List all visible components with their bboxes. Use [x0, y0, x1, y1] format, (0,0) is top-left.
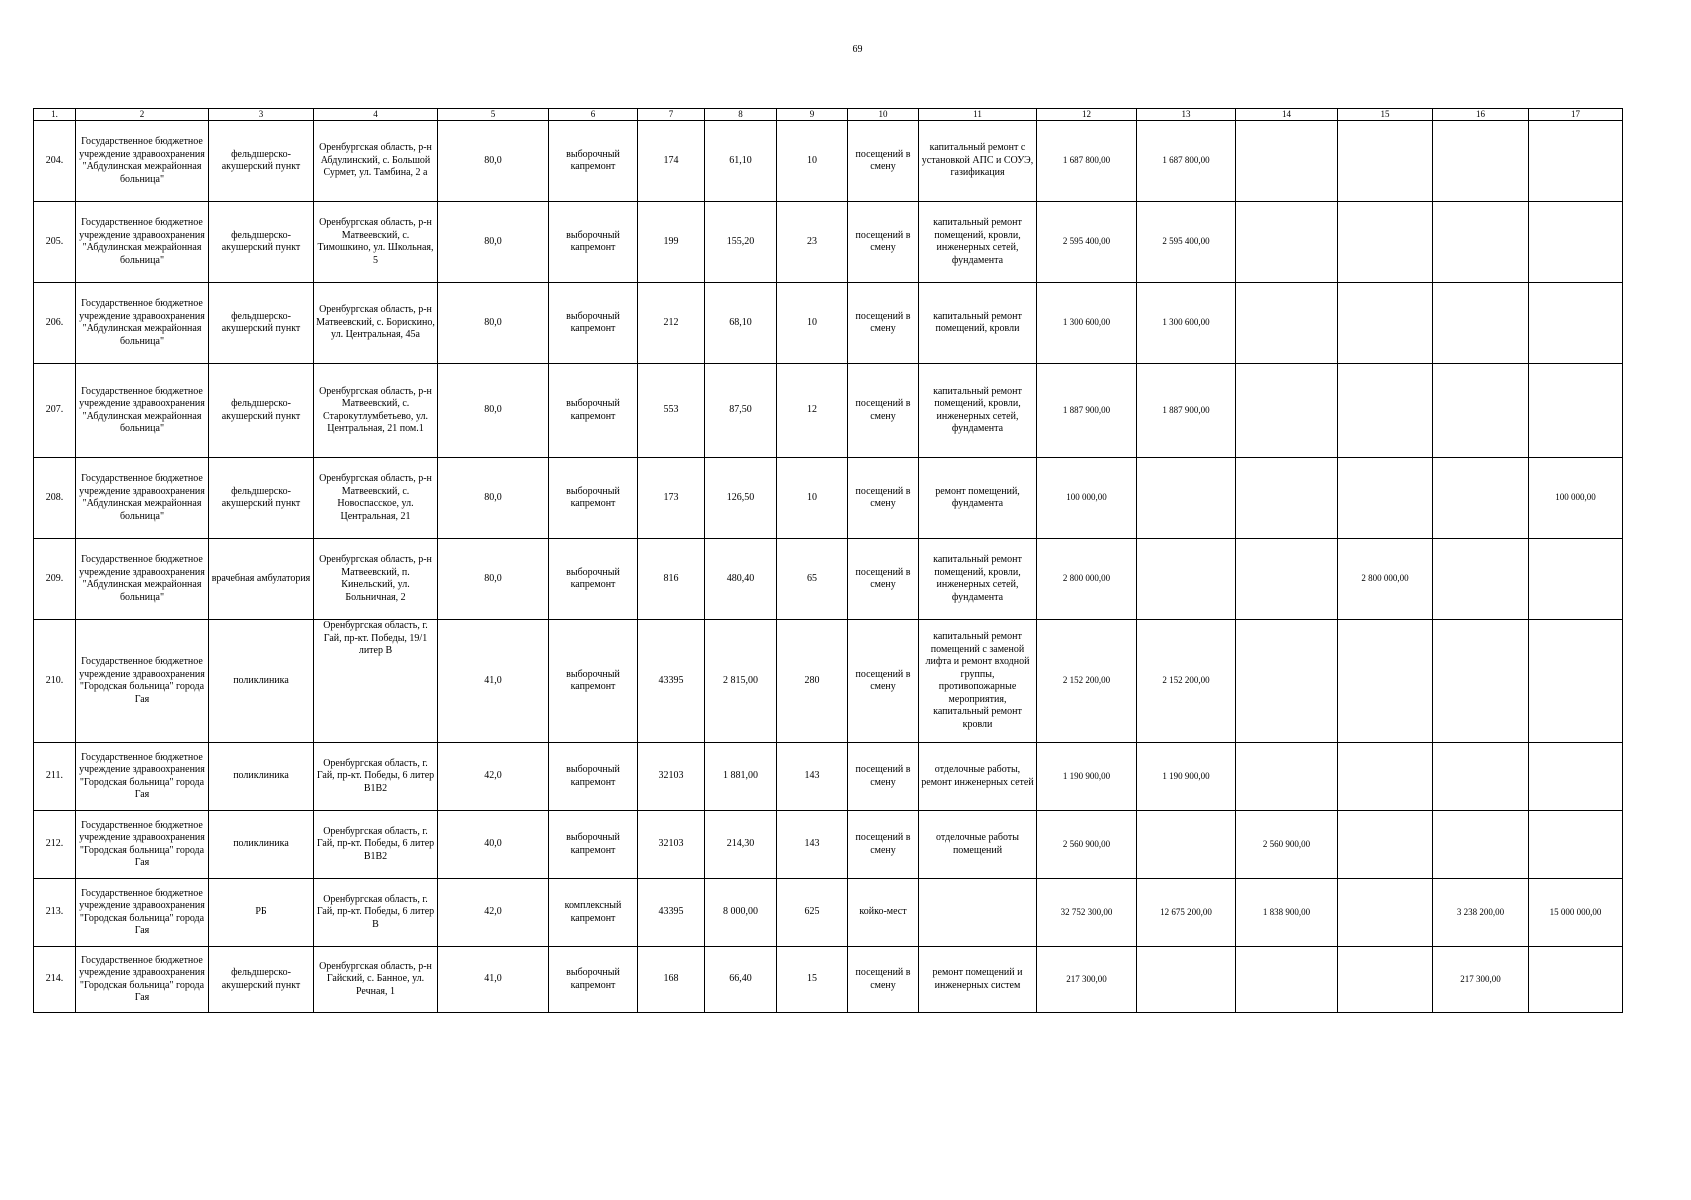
column-number-1: 1. [34, 109, 76, 121]
institution-name-cell: Государственное бюджетное учреждение здравоохранения "Городская больница" города Гая [76, 947, 209, 1013]
total-cost-cell: 1 687 800,00 [1037, 121, 1137, 202]
cost-col-13-cell [1137, 458, 1236, 539]
facility-type-cell: врачебная амбулатория [209, 539, 314, 620]
address-cell: Оренбургская область, р-н Матвеевский, с. Борискино, ул. Центральная, 45а [314, 283, 438, 364]
cost-col-13-cell: 1 300 600,00 [1137, 283, 1236, 364]
capacity-unit-cell: посещений в смену [848, 743, 919, 811]
area-repair-cell: 1 881,00 [705, 743, 777, 811]
cost-col-13-cell [1137, 539, 1236, 620]
area-repair-cell: 2 815,00 [705, 620, 777, 743]
capacity-cell: 10 [777, 121, 848, 202]
cost-col-16-cell [1433, 743, 1529, 811]
column-number-6: 6 [549, 109, 638, 121]
cost-col-13-cell: 2 595 400,00 [1137, 202, 1236, 283]
address-cell: Оренбургская область, г. Гай, пр-кт. Победы, 6 литер В1В2 [314, 811, 438, 879]
cost-col-15-cell [1338, 620, 1433, 743]
cost-col-13-cell: 12 675 200,00 [1137, 879, 1236, 947]
institution-name-cell: Государственное бюджетное учреждение здравоохранения "Абдулинская межрайонная больница" [76, 283, 209, 364]
table-row [34, 202, 1623, 283]
area-total-cell: 173 [638, 458, 705, 539]
area-repair-cell: 66,40 [705, 947, 777, 1013]
cost-col-14-cell [1236, 202, 1338, 283]
work-description-cell: капитальный ремонт с установкой АПС и СОУЭ, газификация [919, 121, 1037, 202]
cost-col-16-cell [1433, 121, 1529, 202]
cost-col-14-cell [1236, 364, 1338, 458]
area-total-cell: 553 [638, 364, 705, 458]
cost-col-16-cell [1433, 811, 1529, 879]
address-cell: Оренбургская область, р-н Абдулинский, с. Большой Сурмет, ул. Тамбина, 2 а [314, 121, 438, 202]
work-description-cell: капитальный ремонт помещений, кровли, инженерных сетей, фундамента [919, 539, 1037, 620]
capacity-cell: 12 [777, 364, 848, 458]
capacity-unit-cell: посещений в смену [848, 947, 919, 1013]
capacity-cell: 10 [777, 283, 848, 364]
area-total-cell: 43395 [638, 620, 705, 743]
capacity-cell: 143 [777, 811, 848, 879]
cost-col-17-cell [1529, 947, 1623, 1013]
work-description-cell: капитальный ремонт помещений, кровли, инженерных сетей, фундамента [919, 364, 1037, 458]
cost-col-17-cell [1529, 364, 1623, 458]
capacity-unit-cell: посещений в смену [848, 364, 919, 458]
cost-col-15-cell [1338, 811, 1433, 879]
cost-col-17-cell [1529, 620, 1623, 743]
facility-type-cell: поликлиника [209, 743, 314, 811]
area-total-cell: 816 [638, 539, 705, 620]
cost-col-15-cell [1338, 121, 1433, 202]
repair-type-cell: комплексный капремонт [549, 879, 638, 947]
cost-col-15-cell [1338, 364, 1433, 458]
address-cell: Оренбургская область, г. Гай, пр-кт. Победы, 6 литер В1В2 [314, 743, 438, 811]
cost-col-15-cell: 2 800 000,00 [1338, 539, 1433, 620]
work-description-cell [919, 879, 1037, 947]
cost-col-15-cell [1338, 743, 1433, 811]
row-number-cell: 211. [34, 743, 76, 811]
area-total-cell: 199 [638, 202, 705, 283]
capacity-unit-cell: посещений в смену [848, 283, 919, 364]
institution-name-cell: Государственное бюджетное учреждение здравоохранения "Абдулинская межрайонная больница" [76, 458, 209, 539]
wear-percent-cell: 42,0 [438, 743, 549, 811]
column-number-11: 11 [919, 109, 1037, 121]
cost-col-14-cell [1236, 743, 1338, 811]
column-number-10: 10 [848, 109, 919, 121]
cost-col-15-cell [1338, 458, 1433, 539]
cost-col-14-cell [1236, 620, 1338, 743]
address-cell: Оренбургская область, р-н Матвеевский, с. Старокутлумбетьево, ул. Центральная, 21 пом.1 [314, 364, 438, 458]
capacity-cell: 65 [777, 539, 848, 620]
area-total-cell: 174 [638, 121, 705, 202]
table-row [34, 811, 1623, 879]
page-number: 69 [852, 44, 863, 55]
capacity-unit-cell: посещений в смену [848, 202, 919, 283]
repair-type-cell: выборочный капремонт [549, 121, 638, 202]
wear-percent-cell: 80,0 [438, 458, 549, 539]
cost-col-17-cell: 15 000 000,00 [1529, 879, 1623, 947]
cost-col-15-cell [1338, 947, 1433, 1013]
column-number-4: 4 [314, 109, 438, 121]
address-cell: Оренбургская область, р-н Матвеевский, п. Кинельский, ул. Больничная, 2 [314, 539, 438, 620]
facility-type-cell: фельдшерско-акушерский пункт [209, 364, 314, 458]
work-description-cell: отделочные работы, ремонт инженерных сетей [919, 743, 1037, 811]
repair-type-cell: выборочный капремонт [549, 620, 638, 743]
cost-col-16-cell [1433, 283, 1529, 364]
area-total-cell: 32103 [638, 811, 705, 879]
capacity-unit-cell: посещений в смену [848, 539, 919, 620]
cost-col-16-cell [1433, 620, 1529, 743]
capacity-cell: 625 [777, 879, 848, 947]
column-number-15: 15 [1338, 109, 1433, 121]
total-cost-cell: 2 152 200,00 [1037, 620, 1137, 743]
column-number-9: 9 [777, 109, 848, 121]
area-repair-cell: 126,50 [705, 458, 777, 539]
institution-name-cell: Государственное бюджетное учреждение здравоохранения "Абдулинская межрайонная больница" [76, 364, 209, 458]
total-cost-cell: 2 595 400,00 [1037, 202, 1137, 283]
capacity-cell: 23 [777, 202, 848, 283]
cost-col-14-cell [1236, 458, 1338, 539]
work-description-cell: капитальный ремонт помещений, кровли, инженерных сетей, фундамента [919, 202, 1037, 283]
row-number-cell: 212. [34, 811, 76, 879]
repair-type-cell: выборочный капремонт [549, 283, 638, 364]
capacity-unit-cell: посещений в смену [848, 811, 919, 879]
row-number-cell: 208. [34, 458, 76, 539]
capacity-unit-cell: посещений в смену [848, 458, 919, 539]
area-repair-cell: 214,30 [705, 811, 777, 879]
capacity-unit-cell: посещений в смену [848, 620, 919, 743]
cost-col-17-cell [1529, 121, 1623, 202]
table-row [34, 620, 1623, 743]
capacity-cell: 10 [777, 458, 848, 539]
repair-type-cell: выборочный капремонт [549, 811, 638, 879]
work-description-cell: капитальный ремонт помещений, кровли [919, 283, 1037, 364]
cost-col-14-cell: 2 560 900,00 [1236, 811, 1338, 879]
total-cost-cell: 1 887 900,00 [1037, 364, 1137, 458]
work-description-cell: отделочные работы помещений [919, 811, 1037, 879]
total-cost-cell: 2 800 000,00 [1037, 539, 1137, 620]
row-number-cell: 210. [34, 620, 76, 743]
cost-col-14-cell [1236, 947, 1338, 1013]
cost-col-13-cell: 1 887 900,00 [1137, 364, 1236, 458]
total-cost-cell: 1 300 600,00 [1037, 283, 1137, 364]
wear-percent-cell: 41,0 [438, 947, 549, 1013]
row-number-cell: 213. [34, 879, 76, 947]
cost-col-14-cell [1236, 539, 1338, 620]
facility-type-cell: фельдшерско-акушерский пункт [209, 283, 314, 364]
table-row [34, 121, 1623, 202]
cost-col-17-cell [1529, 539, 1623, 620]
area-total-cell: 43395 [638, 879, 705, 947]
total-cost-cell: 2 560 900,00 [1037, 811, 1137, 879]
wear-percent-cell: 80,0 [438, 202, 549, 283]
column-number-16: 16 [1433, 109, 1529, 121]
address-cell: Оренбургская область, г. Гай, пр-кт. Победы, 19/1 литер В [314, 620, 438, 743]
cost-col-17-cell [1529, 283, 1623, 364]
cost-col-17-cell [1529, 202, 1623, 283]
cost-col-16-cell: 3 238 200,00 [1433, 879, 1529, 947]
cost-col-17-cell [1529, 811, 1623, 879]
table-row [34, 539, 1623, 620]
facility-type-cell: фельдшерско-акушерский пункт [209, 947, 314, 1013]
cost-col-16-cell: 217 300,00 [1433, 947, 1529, 1013]
cost-col-16-cell [1433, 202, 1529, 283]
cost-col-15-cell [1338, 202, 1433, 283]
facility-type-cell: РБ [209, 879, 314, 947]
column-number-13: 13 [1137, 109, 1236, 121]
area-repair-cell: 155,20 [705, 202, 777, 283]
area-repair-cell: 68,10 [705, 283, 777, 364]
table-row [34, 364, 1623, 458]
cost-col-14-cell [1236, 283, 1338, 364]
row-number-cell: 206. [34, 283, 76, 364]
cost-col-16-cell [1433, 364, 1529, 458]
work-description-cell: капитальный ремонт помещений с заменой лифта и ремонт входной группы, противопожарные мероприятия, капитальный ремонт кровли [919, 620, 1037, 743]
facility-type-cell: поликлиника [209, 620, 314, 743]
row-number-cell: 209. [34, 539, 76, 620]
capacity-unit-cell: посещений в смену [848, 121, 919, 202]
wear-percent-cell: 42,0 [438, 879, 549, 947]
total-cost-cell: 32 752 300,00 [1037, 879, 1137, 947]
wear-percent-cell: 80,0 [438, 539, 549, 620]
institution-name-cell: Государственное бюджетное учреждение здравоохранения "Абдулинская межрайонная больница" [76, 121, 209, 202]
table-row [34, 743, 1623, 811]
facility-type-cell: фельдшерско-акушерский пункт [209, 458, 314, 539]
table-body [34, 121, 1623, 1013]
cost-col-15-cell [1338, 283, 1433, 364]
table-row [34, 283, 1623, 364]
work-description-cell: ремонт помещений, фундамента [919, 458, 1037, 539]
institution-name-cell: Государственное бюджетное учреждение здравоохранения "Городская больница" города Гая [76, 811, 209, 879]
column-number-3: 3 [209, 109, 314, 121]
row-number-cell: 214. [34, 947, 76, 1013]
capacity-unit-cell: койко-мест [848, 879, 919, 947]
repair-type-cell: выборочный капремонт [549, 458, 638, 539]
repair-type-cell: выборочный капремонт [549, 947, 638, 1013]
work-description-cell: ремонт помещений и инженерных систем [919, 947, 1037, 1013]
address-cell: Оренбургская область, р-н Гайский, с. Банное, ул. Речная, 1 [314, 947, 438, 1013]
repair-type-cell: выборочный капремонт [549, 364, 638, 458]
repair-type-cell: выборочный капремонт [549, 539, 638, 620]
facility-type-cell: фельдшерско-акушерский пункт [209, 202, 314, 283]
address-cell: Оренбургская область, р-н Матвеевский, с. Новоспасское, ул. Центральная, 21 [314, 458, 438, 539]
column-number-12: 12 [1037, 109, 1137, 121]
area-total-cell: 212 [638, 283, 705, 364]
repair-type-cell: выборочный капремонт [549, 743, 638, 811]
row-number-cell: 207. [34, 364, 76, 458]
cost-col-13-cell [1137, 811, 1236, 879]
area-repair-cell: 61,10 [705, 121, 777, 202]
column-number-8: 8 [705, 109, 777, 121]
table-row [34, 879, 1623, 947]
capacity-cell: 143 [777, 743, 848, 811]
facility-type-cell: поликлиника [209, 811, 314, 879]
cost-col-15-cell [1338, 879, 1433, 947]
institution-name-cell: Государственное бюджетное учреждение здравоохранения "Городская больница" города Гая [76, 743, 209, 811]
repair-type-cell: выборочный капремонт [549, 202, 638, 283]
area-repair-cell: 8 000,00 [705, 879, 777, 947]
column-number-14: 14 [1236, 109, 1338, 121]
wear-percent-cell: 80,0 [438, 283, 549, 364]
cost-col-17-cell [1529, 743, 1623, 811]
column-number-17: 17 [1529, 109, 1623, 121]
total-cost-cell: 100 000,00 [1037, 458, 1137, 539]
area-repair-cell: 480,40 [705, 539, 777, 620]
cost-col-13-cell [1137, 947, 1236, 1013]
area-total-cell: 32103 [638, 743, 705, 811]
cost-col-13-cell: 1 687 800,00 [1137, 121, 1236, 202]
capacity-cell: 280 [777, 620, 848, 743]
wear-percent-cell: 80,0 [438, 121, 549, 202]
cost-col-13-cell: 1 190 900,00 [1137, 743, 1236, 811]
cost-col-16-cell [1433, 539, 1529, 620]
area-repair-cell: 87,50 [705, 364, 777, 458]
institution-name-cell: Государственное бюджетное учреждение здравоохранения "Абдулинская межрайонная больница" [76, 202, 209, 283]
wear-percent-cell: 40,0 [438, 811, 549, 879]
column-number-7: 7 [638, 109, 705, 121]
institution-name-cell: Государственное бюджетное учреждение здравоохранения "Абдулинская межрайонная больница" [76, 539, 209, 620]
cost-col-17-cell: 100 000,00 [1529, 458, 1623, 539]
table-row [34, 458, 1623, 539]
address-cell: Оренбургская область, р-н Матвеевский, с. Тимошкино, ул. Школьная, 5 [314, 202, 438, 283]
address-cell: Оренбургская область, г. Гай, пр-кт. Победы, 6 литер В [314, 879, 438, 947]
column-number-5: 5 [438, 109, 549, 121]
capital-repair-table [33, 108, 1623, 1013]
total-cost-cell: 1 190 900,00 [1037, 743, 1137, 811]
cost-col-16-cell [1433, 458, 1529, 539]
cost-col-14-cell: 1 838 900,00 [1236, 879, 1338, 947]
institution-name-cell: Государственное бюджетное учреждение здравоохранения "Городская больница" города Гая [76, 620, 209, 743]
institution-name-cell: Государственное бюджетное учреждение здравоохранения "Городская больница" города Гая [76, 879, 209, 947]
column-number-row [34, 109, 1623, 121]
cost-col-14-cell [1236, 121, 1338, 202]
wear-percent-cell: 41,0 [438, 620, 549, 743]
wear-percent-cell: 80,0 [438, 364, 549, 458]
total-cost-cell: 217 300,00 [1037, 947, 1137, 1013]
cost-col-13-cell: 2 152 200,00 [1137, 620, 1236, 743]
capacity-cell: 15 [777, 947, 848, 1013]
table-row [34, 947, 1623, 1013]
row-number-cell: 205. [34, 202, 76, 283]
facility-type-cell: фельдшерско-акушерский пункт [209, 121, 314, 202]
column-number-2: 2 [76, 109, 209, 121]
row-number-cell: 204. [34, 121, 76, 202]
area-total-cell: 168 [638, 947, 705, 1013]
